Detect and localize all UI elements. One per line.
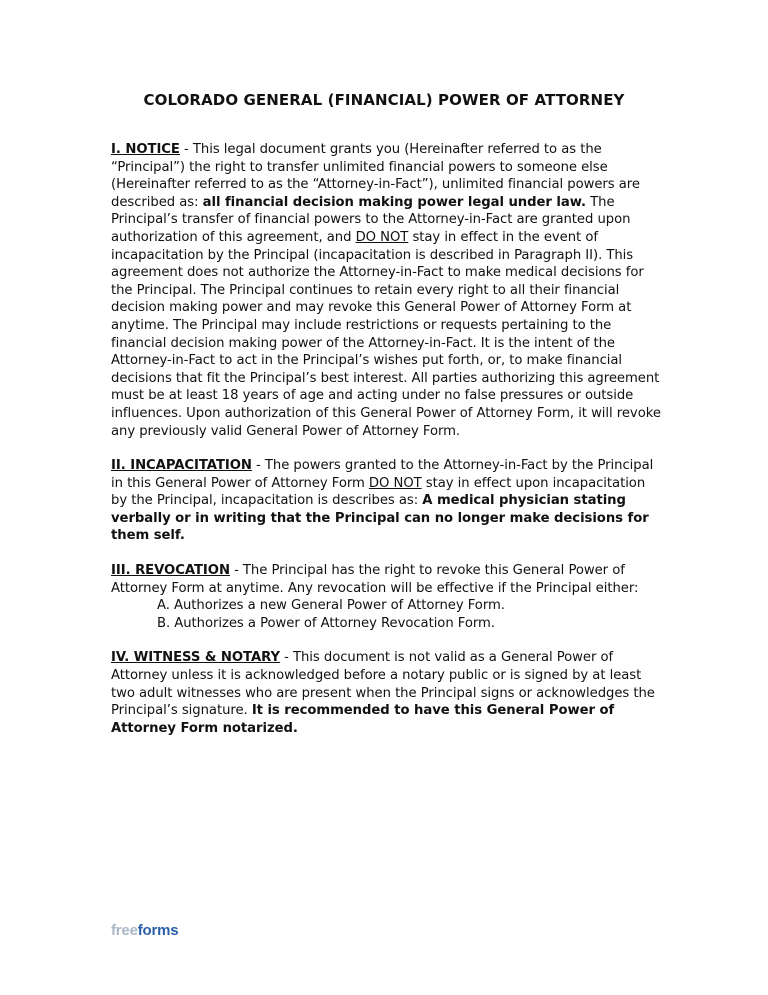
notice-text-1: - This legal document grants you (Hereinafter referred to as the “Principal”) the right to transfer unlimited financial powers to someone else (Hereinafter referred to as the “Attorney-in-Fact”), unlimited financial powers are described as:: [111, 142, 640, 210]
section-witness-notary: [111, 649, 663, 737]
logo-text-forms: forms: [137, 922, 179, 939]
document-body: [111, 141, 663, 754]
witness-text-1: - This document is not valid as a General Power of Attorney unless it is acknowledged before a notary public or is signed by at least two adult witnesses who are present when the Principal signs or acknowledges the Principal’s signature.: [111, 650, 655, 719]
revocation-text-1: - The Principal has the right to revoke this General Power of Attorney Form at anytime. Any revocation will be effective if the Principal either:: [111, 563, 639, 596]
freeforms-logo[interactable]: [111, 922, 178, 939]
notice-underline-do-not: DO NOT: [355, 229, 409, 245]
section-incapacitation: [111, 457, 663, 545]
section-heading-revocation: III. REVOCATION: [111, 563, 230, 579]
notice-text-3: stay in effect in the event of incapacitation by the Principal (incapacitation is described in Paragraph II). This agreement does not authorize the Attorney-in-Fact to make medical decisions for the Principal. The Principal continues to retain every right to all their financial decision making power and may revoke this General Power of Attorney Form at anytime. The Principal may include restrictions or requests pertaining to the financial decision making power of the Attorney-in-Fact. It is the intent of the Attorney-in-Fact to act in the Principal’s wishes put forth, or, to make financial decisions that fit the Principal’s best interest. All parties authorizing this agreement must be at least 18 years of age and acting under no false pressures or outside influences. Upon authorization of this General Power of Attorney Form, it will revoke any previously valid General Power of Attorney Form.: [111, 229, 661, 439]
incapacitation-text-2: stay in effect upon incapacitation by the Principal, incapacitation is describes as:: [111, 475, 646, 509]
page-title: COLORADO GENERAL (FINANCIAL) POWER OF ATTORNEY: [143, 91, 625, 109]
revocation-list: [111, 597, 663, 632]
notice-bold-1: all financial decision making power legal under law.: [202, 194, 586, 210]
section-notice: [111, 141, 663, 440]
logo-text-free: free: [111, 922, 138, 939]
revocation-paragraph: [111, 562, 663, 597]
list-item: B. Authorizes a Power of Attorney Revocation Form.: [157, 615, 495, 631]
incapacitation-text-1: - The powers granted to the Attorney-in-Fact by the Principal in this General Power of Attorney Form: [111, 458, 654, 491]
section-heading-notice: I. NOTICE: [111, 142, 180, 157]
incapacitation-bold-1: A medical physician stating verbally or in writing that the Principal can no longer make decisions for them self.: [111, 493, 649, 544]
notice-text-2: The Principal’s transfer of financial powers to the Attorney-in-Fact are granted upon authorization of this agreement, and: [111, 194, 631, 245]
section-heading-incapacitation: II. INCAPACITATION: [111, 458, 252, 474]
section-revocation: [111, 562, 663, 632]
incapacitation-underline-do-not: DO NOT: [368, 475, 422, 491]
section-heading-witness-notary: IV. WITNESS & NOTARY: [111, 650, 280, 666]
witness-bold-1: It is recommended to have this General Power of Attorney Form notarized.: [111, 703, 615, 736]
list-item: A. Authorizes a new General Power of Attorney Form.: [157, 598, 505, 614]
